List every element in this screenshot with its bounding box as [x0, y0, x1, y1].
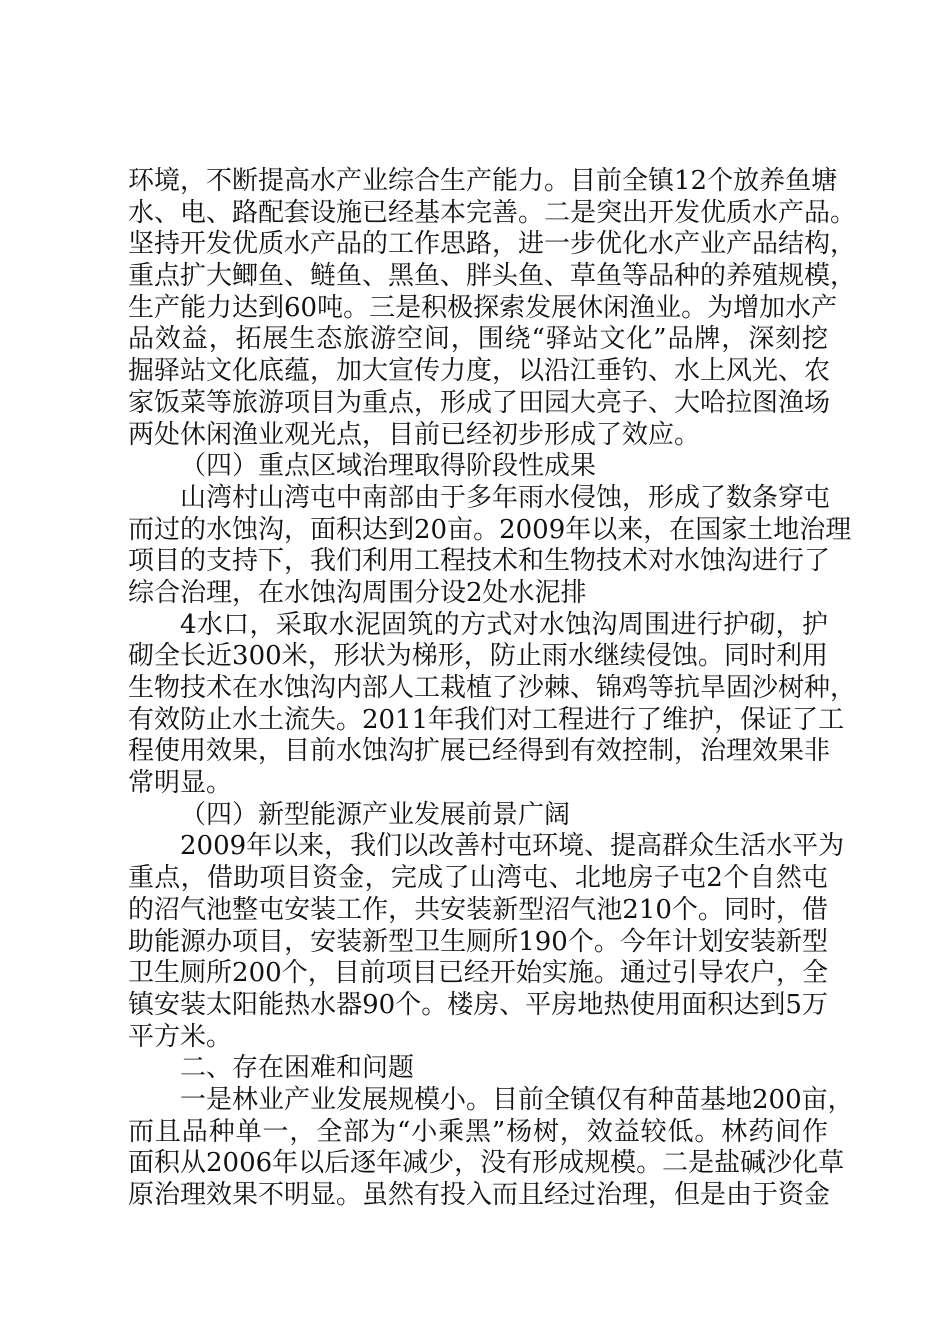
text-line: 有效防止水土流失。2011年我们对工程进行了维护，保证了工 — [128, 704, 845, 735]
text-line: 生产能力达到60吨。三是积极探索发展休闲渔业。为增加水产 — [128, 292, 838, 323]
section-heading: （四）新型能源产业发展前景广阔 — [180, 799, 571, 830]
text-line: 两处休闲渔业观光点，目前已经初步形成了效应。 — [128, 419, 701, 450]
document-body — [128, 166, 857, 1212]
text-line: 助能源办项目，安装新型卫生厕所190个。今年计划安装新型 — [128, 926, 828, 957]
text-line: 镇安装太阳能热水器90个。楼房、平房地热使用面积达到5万 — [128, 989, 828, 1020]
text-line: 坚持开发优质水产品的工作思路，进一步优化水产业产品结构， — [128, 229, 857, 260]
text-line: 环境，不断提高水产业综合生产能力。目前全镇12个放养鱼塘 — [128, 166, 838, 196]
text-line: 而且品种单一，全部为“小乘黑”杨树，效益较低。林药间作 — [128, 1116, 828, 1147]
text-line: 常明显。 — [128, 768, 233, 799]
text-line: 砌全长近300米，形状为梯形，防止雨水继续侵蚀。同时利用 — [128, 641, 828, 672]
text-line: 生物技术在水蚀沟内部人工栽植了沙棘、锦鸡等抗旱固沙树种， — [128, 673, 857, 703]
text-line: 4水口，采取水泥固筑的方式对水蚀沟周围进行护砌，护 — [180, 609, 828, 640]
text-line: 卫生厕所200个，目前项目已经开始实施。通过引导农户，全 — [128, 958, 828, 989]
text-line: 而过的水蚀沟，面积达到20亩。2009年以来，在国家土地治理 — [128, 514, 852, 545]
text-line: 2009年以来，我们以改善村屯环境、提高群众生活水平为 — [180, 831, 845, 862]
text-line: 品效益，拓展生态旅游空间，围绕“驿站文化”品牌，深刻挖 — [128, 324, 828, 355]
text-line: 掘驿站文化底蕴，加大宣传力度，以沿江垂钓、水上风光、农 — [128, 356, 831, 387]
text-line: 原治理效果不明显。虽然有投入而且经过治理，但是由于资金 — [128, 1180, 831, 1210]
text-line: 的沼气池整屯安装工作，共安装新型沼气池210个。同时，借 — [128, 894, 828, 925]
text-line: 综合治理，在水蚀沟周围分设2处水泥排 — [128, 577, 587, 608]
text-line: 水、电、路配套设施已经基本完善。二是突出开发优质水产品。 — [128, 197, 857, 228]
section-heading: 二、存在困难和问题 — [180, 1053, 415, 1084]
text-line: 面积从2006年以后逐年减少，没有形成规模。二是盐碱沙化草 — [128, 1148, 845, 1179]
text-line: 山湾村山湾屯中南部由于多年雨水侵蚀，形成了数条穿屯 — [180, 482, 831, 513]
text-line: 重点，借助项目资金，完成了山湾屯、北地房子屯2个自然屯 — [128, 863, 828, 894]
text-line: 家饭菜等旅游项目为重点，形成了田园大亮子、大哈拉图渔场 — [128, 387, 831, 418]
text-line: 重点扩大鲫鱼、鲢鱼、黑鱼、胖头鱼、草鱼等品种的养殖规模， — [128, 261, 857, 292]
text-line: 项目的支持下，我们利用工程技术和生物技术对水蚀沟进行了 — [128, 546, 831, 577]
text-line: 一是林业产业发展规模小。目前全镇仅有种苗基地200亩， — [180, 1084, 854, 1115]
text-line: 平方米。 — [128, 1021, 233, 1052]
text-line: 程使用效果，目前水蚀沟扩展已经得到有效控制，治理效果非 — [128, 736, 831, 767]
section-heading: （四）重点区域治理取得阶段性成果 — [180, 451, 597, 482]
